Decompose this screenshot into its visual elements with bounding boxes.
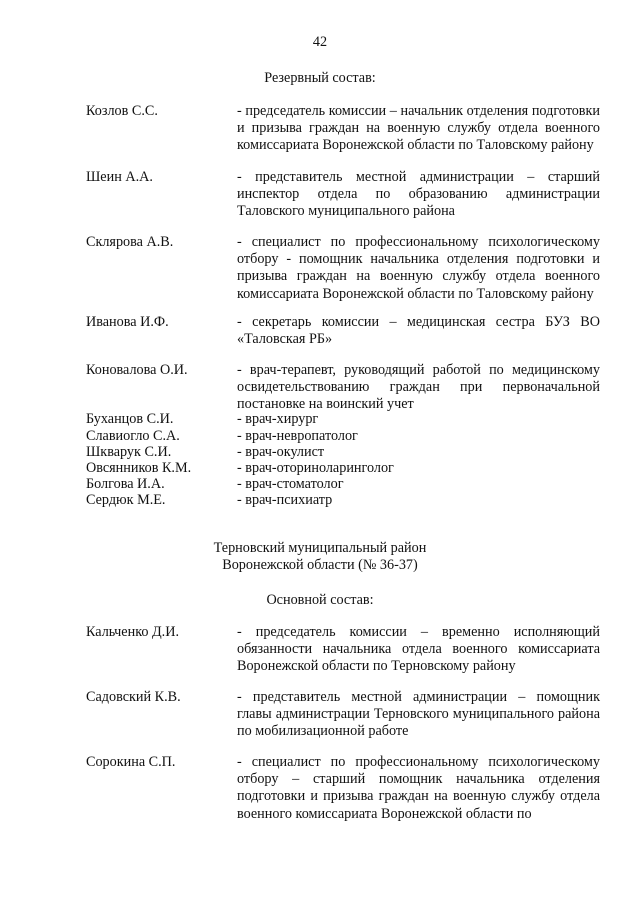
district-heading-line2: Воронежской области (№ 36-37) <box>222 557 418 573</box>
member-name: Шкварук С.И. <box>86 444 172 460</box>
member-name: Кальченко Д.И. <box>86 624 180 640</box>
member-role: - врач-невропатолог <box>237 428 358 444</box>
member-name: Болгова И.А. <box>86 476 165 492</box>
member-role: - врач-оториноларинголог <box>237 460 394 476</box>
member-name: Шеин А.А. <box>86 169 153 185</box>
member-name: Садовский К.В. <box>86 689 181 705</box>
member-name: Коновалова О.И. <box>86 362 188 378</box>
member-role: - специалист по профессиональному психологическому отбору – старший помощник начальника отделения подготовки и призыва граждан на военную службу отдела военного комиссариата Воронежской области по <box>237 754 600 822</box>
member-name: Буханцов С.И. <box>86 411 174 427</box>
member-role: - секретарь комиссии – медицинская сестра БУЗ ВО «Таловская РБ» <box>237 314 600 348</box>
member-role: - председатель комиссии – начальник отделения подготовки и призыва граждан на военную службу отдела военного комиссариата Воронежской области по Таловскому району <box>237 103 600 154</box>
member-role: - специалист по профессиональному психологическому отбору - помощник начальника отделения подготовки и призыва граждан на военную службу отдела военного комиссариата Воронежской области по Таловскому району <box>237 234 600 302</box>
member-name: Овсянников К.М. <box>86 460 192 476</box>
reserve-section-heading: Резервный состав: <box>264 70 376 86</box>
member-role: - представитель местной администрации – помощник главы администрации Терновского муниципального района по мобилизационной работе <box>237 689 600 740</box>
page-number: 42 <box>312 34 328 50</box>
member-name: Склярова А.В. <box>86 234 174 250</box>
district-heading <box>0 540 640 574</box>
member-name: Сердюк М.Е. <box>86 492 166 508</box>
member-role: - врач-хирург <box>237 411 319 427</box>
member-role: - председатель комиссии – временно исполняющий обязанности начальника отдела военного комиссариата Воронежской области по Терновскому району <box>237 624 600 675</box>
member-name: Славиогло С.А. <box>86 428 180 444</box>
member-name: Иванова И.Ф. <box>86 314 169 330</box>
district-heading-line1: Терновский муниципальный район <box>213 540 427 556</box>
member-role: - врач-психиатр <box>237 492 333 508</box>
member-name: Козлов С.С. <box>86 103 158 119</box>
member-name: Сорокина С.П. <box>86 754 176 770</box>
member-role: - врач-терапевт, руководящий работой по медицинскому освидетельствованию граждан при первоначальной постановке на воинский учет <box>237 362 600 413</box>
main-section-heading: Основной состав: <box>266 592 374 608</box>
member-role: - врач-окулист <box>237 444 325 460</box>
member-role: - врач-стоматолог <box>237 476 344 492</box>
member-role: - представитель местной администрации – старший инспектор отдела по образованию администрации Таловского муниципального района <box>237 169 600 220</box>
